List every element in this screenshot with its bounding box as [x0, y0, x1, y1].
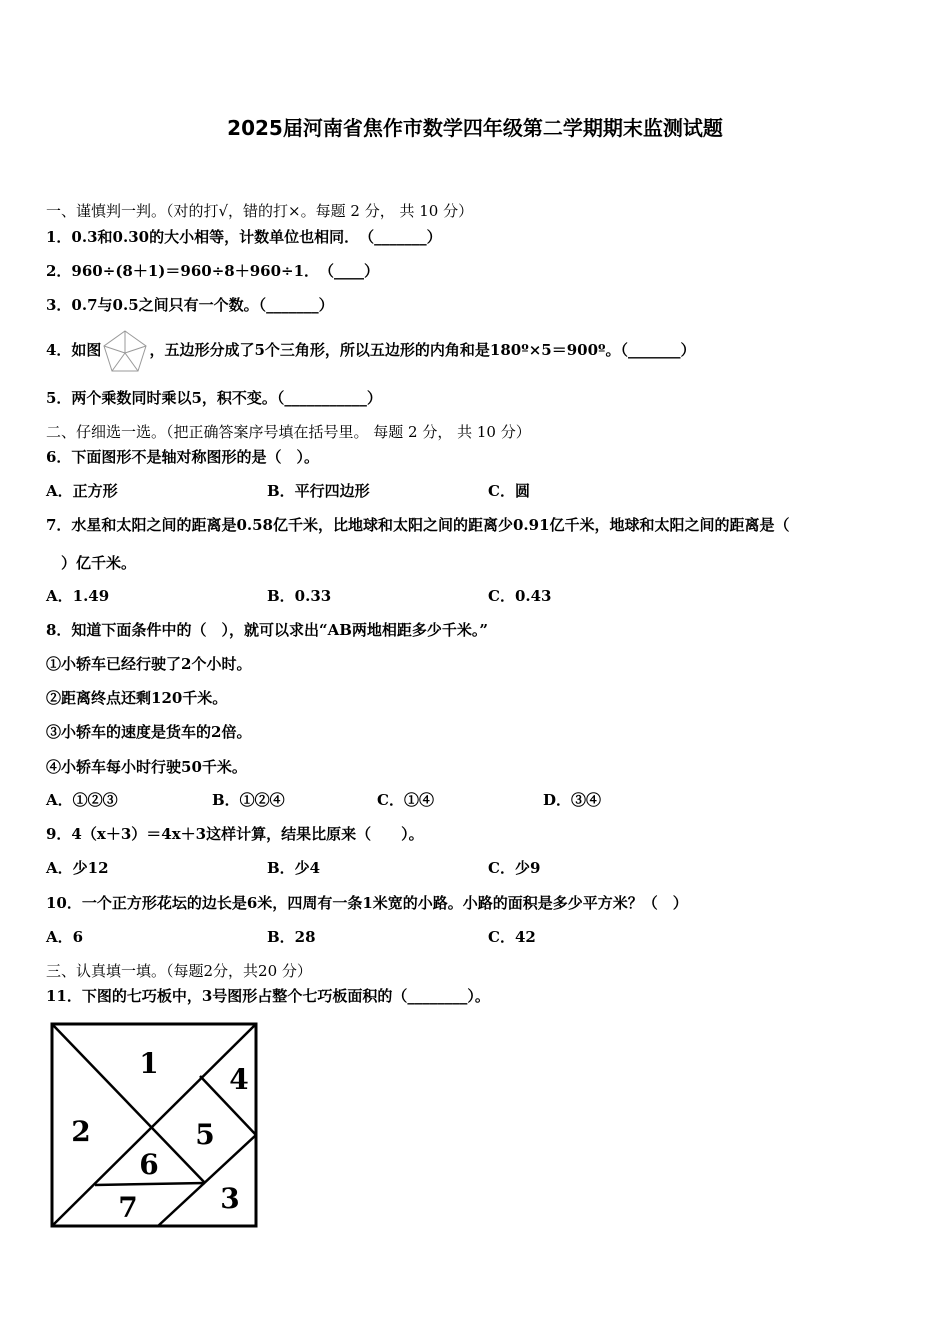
section-2-header: 二、仔细选一选。（把正确答案序号填在括号里。 每题 2 分， 共 10 分）	[46, 423, 531, 441]
question-2: 2．960÷(8＋1)＝960÷8＋960÷1． （____）	[46, 262, 380, 280]
tangram-label-5: 5	[195, 1118, 215, 1151]
tangram-label-2: 2	[71, 1115, 91, 1148]
q10-option-b: B．28	[267, 928, 316, 946]
question-6: 6．下面图形不是轴对称图形的是（ ）。	[46, 448, 319, 466]
q10-option-a: A．6	[46, 928, 84, 946]
question-5: 5．两个乘数同时乘以5，积不变。（___________）	[46, 389, 382, 407]
q6-option-a: A．正方形	[46, 482, 118, 500]
q6-option-c: C．圆	[488, 482, 530, 500]
q8-option-a: A．①②③	[46, 791, 118, 809]
q8-condition-1: ①小轿车已经行驶了2个小时。	[46, 655, 252, 673]
q8-condition-4: ④小轿车每小时行驶50千米。	[46, 758, 247, 776]
q9-option-c: C．少9	[488, 859, 541, 877]
section-3-header: 三、认真填一填。（每题2分，共20 分）	[46, 962, 312, 980]
question-11: 11．下图的七巧板中，3号图形占整个七巧板面积的（________）。	[46, 987, 490, 1005]
q9-option-a: A．少12	[46, 859, 109, 877]
q8-condition-2: ②距离终点还剩120千米。	[46, 689, 228, 707]
q7-option-a: A．1.49	[46, 587, 110, 605]
q7-option-b: B．0.33	[267, 587, 332, 605]
tangram-label-7: 7	[118, 1191, 138, 1224]
question-9: 9．4（x＋3）＝4x＋3这样计算，结果比原来（ ）。	[46, 825, 424, 843]
question-3: 3．0.7与0.5之间只有一个数。（_______）	[46, 296, 334, 314]
tangram-figure	[48, 1020, 260, 1230]
question-4	[46, 328, 696, 373]
tangram-label-6: 6	[139, 1148, 159, 1181]
q9-option-b: B．少4	[267, 859, 321, 877]
tangram-label-4: 4	[229, 1063, 249, 1096]
tangram-label-3: 3	[220, 1182, 240, 1215]
pentagon-figure	[102, 329, 148, 373]
question-8: 8．知道下面条件中的（ ），就可以求出“AB两地相距多少千米。”	[46, 621, 489, 639]
tangram-label-1: 1	[139, 1047, 159, 1080]
question-4-suffix: ，五边形分成了5个三角形，所以五边形的内角和是180º×5＝900º。（_______）	[149, 341, 696, 359]
question-10: 10．一个正方形花坛的边长是6米，四周有一条1米宽的小路。小路的面积是多少平方米？（ ）	[46, 894, 688, 912]
question-1: 1．0.3和0.30的大小相等，计数单位也相同． （_______）	[46, 228, 442, 246]
q8-condition-3: ③小轿车的速度是货车的2倍。	[46, 723, 252, 741]
question-4-prefix: 4．如图	[46, 341, 102, 359]
question-7-line-1: 7．水星和太阳之间的距离是0.58亿千米，比地球和太阳之间的距离少0.91亿千米，地球和太阳之间的距离是（	[46, 516, 790, 534]
q8-option-c: C．①④	[377, 791, 434, 809]
section-1-header: 一、谨慎判一判。（对的打√，错的打×。每题 2 分， 共 10 分）	[46, 202, 474, 220]
q8-option-d: D．③④	[543, 791, 602, 809]
q8-option-b: B．①②④	[212, 791, 285, 809]
q7-option-c: C．0.43	[488, 587, 552, 605]
question-7-line-2: ）亿千米。	[46, 554, 137, 572]
page-title: 2025届河南省焦作市数学四年级第二学期期末监测试题	[227, 116, 723, 140]
q10-option-c: C．42	[488, 928, 536, 946]
q6-option-b: B．平行四边形	[267, 482, 370, 500]
